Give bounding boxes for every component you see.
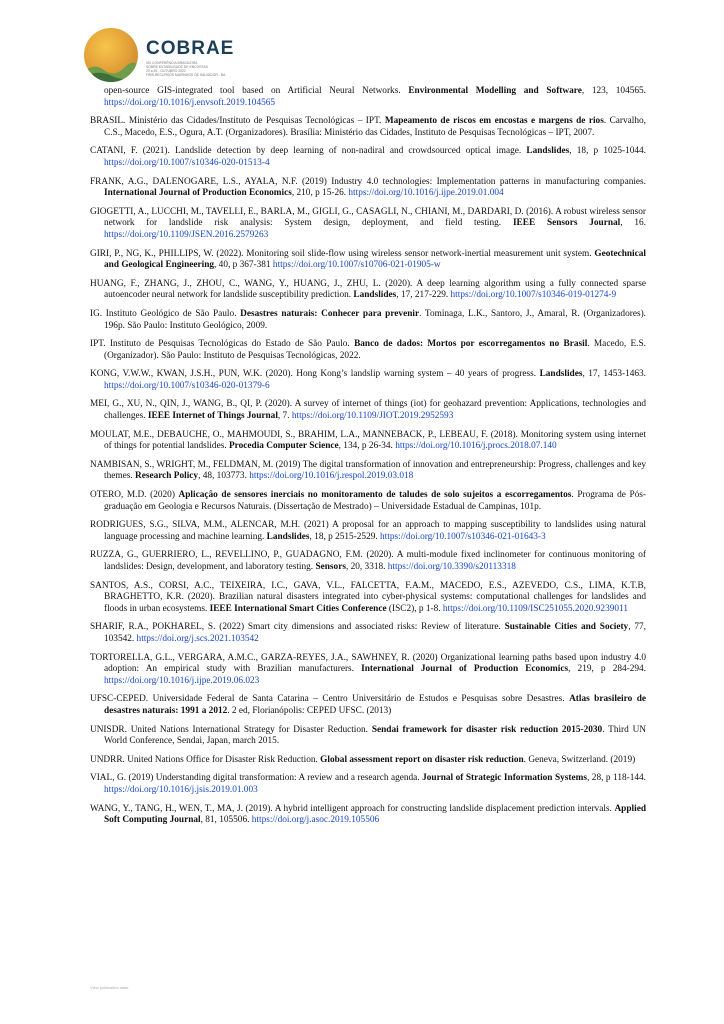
reference-text: , 17, 217-229.: [396, 290, 451, 301]
reference-text: , 7.: [277, 411, 292, 422]
reference-source-title: Applied Soft Computing Journal: [104, 803, 646, 826]
reference-entry: [90, 725, 646, 748]
reference-source-title: Environmental Modelling and Software: [408, 86, 582, 96]
doi-link[interactable]: https://doi.org/10.1007/s10706-021-01905-w: [272, 260, 441, 271]
reference-text: , 18, p 2515-2529.: [309, 531, 381, 542]
conference-venue: FIRB-RECURSOS MARINHOS DE SALVADOR - BA: [146, 73, 226, 77]
reference-text: . Tominaga, L.K., Santoro, J., Amaral, R. (Organizadores). 196p. São Paulo: Instituto Geológico, 2009.: [104, 308, 646, 331]
doi-link[interactable]: https://doi.org/10.1016/j.respol.2019.03.018: [249, 471, 414, 482]
reference-entry: [90, 773, 646, 796]
reference-text: (ISC2), p 1-8.: [386, 603, 443, 614]
reference-text: , 81, 105506.: [200, 815, 252, 826]
reference-entry: [90, 694, 646, 717]
reference-source-title: International Journal of Production Economics: [104, 188, 292, 199]
reference-entry: [90, 279, 646, 302]
reference-source-title: Aplicação de sensores inerciais no monitoramento de taludes de solo sujeitos a escorregamentos: [178, 490, 572, 501]
reference-text: RUZZA, G., GUERRIERO, L., REVELLINO, P., GUADAGNO, F.M. (2020). A multi-module fixed inclinometer for continuous monitoring of landslides: Design, development, and laboratory testing.: [90, 550, 646, 572]
reference-entry: [90, 653, 646, 688]
reference-text: , 210, p 15-26.: [291, 188, 349, 199]
conference-subtitle-line: SOBRE ESTABILIDADE DE ENCOSTAS: [146, 65, 208, 69]
reference-source-title: Research Policy: [134, 471, 199, 482]
reference-text: WANG, Y., TANG, H., WEN, T., MA, J. (2019). A hybrid intelligent approach for constructing landslide displacement prediction intervals.: [90, 803, 615, 814]
doi-link[interactable]: https://doi.org/10.1007/s10346-019-01274-9: [450, 290, 617, 301]
doi-link[interactable]: https://doi.org/10.1016/j.jsis.2019.01.003: [104, 784, 258, 795]
reference-source-title: Landslides: [266, 531, 310, 542]
reference-text: CATANI, F. (2021). Landslide detection by deep learning of non-nadiral and crowdsourced optical image.: [90, 146, 527, 157]
reference-text: KONG, V.W.W., KWAN, J.S.H., PUN, W.K. (2020). Hong Kong’s landslip warning system – 40 years of progress.: [90, 369, 540, 380]
reference-text: , 28, p 118-144.: [586, 773, 646, 784]
reference-text: GIOGETTI, A., LUCCHI, M., TAVELLI, E., BARLA, M., GIGLI, G., CASAGLI, N., CHIANI, M., DARDARI, D. (2016). A robust wireless sensor network for landslide risk analysis: System design, deployment, and field testing.: [90, 206, 646, 229]
reference-text: , 17, 1453-1463.: [582, 369, 647, 380]
reference-entry: [90, 86, 646, 109]
reference-text: , 18, p 1025-1044.: [569, 146, 646, 157]
reference-entry: [90, 520, 646, 543]
reference-list: [90, 86, 646, 834]
reference-text: BRASIL. Ministério das Cidades/Instituto de Pesquisas Tecnológicas – IPT.: [90, 116, 385, 127]
conference-header: [84, 28, 304, 82]
reference-source-title: Sensors: [315, 562, 346, 572]
reference-entry: [90, 550, 646, 573]
reference-entry: [90, 116, 646, 139]
reference-text: . Macedo, E.S. (Organizador). São Paulo: Instituto de Pesquisas Tecnológicas, 2022.: [104, 339, 646, 361]
doi-link[interactable]: https://doi.org/j.scs.2021.103542: [136, 633, 259, 644]
reference-source-title: Sustainable Cities and Society: [504, 622, 629, 633]
reference-source-title: Banco de dados: Mortos por escorregamentos no Brasil: [354, 339, 588, 350]
reference-source-title: Mapeamento de riscos em encostas e margens de rios: [384, 116, 604, 127]
reference-text: SANTOS, A.S., CORSI, A.C., TEIXEIRA, I.C., GAVA, V.L., FALCETTA, F.A.M., MACEDO, E.S., AZEVEDO, C.S., LIMA, K.T.B, BRAGHETTO, K.R. (2020). Brazilian natural disasters integrated into cyber-physical systems: computational challenges for landslides and floods in urban ecosystems.: [90, 580, 646, 614]
reference-text: FRANK, A.G., DALENOGARE, L.S., AYALA, N.F. (2019) Industry 4.0 technologies: Implementation patterns in manufacturing companies.: [90, 176, 646, 187]
reference-text: SHARIF, R.A., POKHAREL, S. (2022) Smart city dimensions and associated risks: Review of literature.: [90, 622, 505, 633]
doi-link[interactable]: https://doi.org/10.1007/s10346-021-01643-3: [380, 531, 546, 542]
reference-entry: [90, 309, 646, 332]
doi-link[interactable]: https://doi.org/10.1109/ISC251055.2020.9239011: [442, 603, 628, 614]
page-footer[interactable]: View publication stats: [90, 985, 129, 990]
reference-text: . Third UN World Conference, Sendai, Japan, march 2015.: [104, 724, 647, 747]
reference-text: TORTORELLA, G.L., VERGARA, A.M.C., GARZA-REYES, J.A., SAWHNEY, R. (2020) Organizational learning paths based upon industry 4.0 adoption: An empirical study with Brazilian manufacturers.: [90, 652, 646, 675]
reference-source-title: Landslides: [526, 146, 570, 157]
reference-text: UFSC-CEPED. Universidade Federal de Santa Catarina – Centro Universitário de Estudos e Pesquisas sobre Desastres.: [90, 694, 570, 705]
doi-link[interactable]: https://doi.org/10.1007/s10346-020-01379-6: [104, 380, 270, 391]
reference-entry: [90, 399, 646, 422]
reference-text: UNISDR. United Nations International Strategy for Disaster Reduction.: [90, 724, 372, 735]
reference-entry: [90, 581, 646, 616]
reference-text: , 77, 103542.: [104, 622, 646, 644]
reference-text: , 16.: [620, 218, 646, 229]
reference-text: . Carvalho, C.S., Macedo, E.S., Ogura, A.T. (Organizadores). Brasília: Ministério das Cidades, Instituto de Pesquisas Tecnológicas – IPT, 2007.: [104, 116, 646, 138]
reference-entry: [90, 177, 646, 200]
landscape-hills-icon: [84, 58, 138, 82]
reference-source-title: Journal of Strategic Information Systems: [422, 773, 587, 784]
reference-source-title: International Journal of Production Economics: [361, 664, 569, 675]
reference-text: GIRI, P., NG, K., PHILLIPS, W. (2022). Monitoring soil slide-flow using wireless sensor network-inertial measurement unit system.: [90, 248, 595, 259]
reference-text: open-source GIS-integrated tool based on Artificial Neural Networks.: [104, 86, 409, 96]
doi-link[interactable]: https://doi.org/j.asoc.2019.105506: [251, 815, 380, 826]
reference-source-title: Landslides: [539, 369, 583, 380]
reference-source-title: Global assessment report on disaster risk reduction: [320, 754, 524, 765]
reference-entry: [90, 369, 646, 392]
reference-source-title: Desastres naturais: Conhecer para prevenir: [240, 308, 420, 319]
reference-text: , 219, p 284-294.: [568, 664, 646, 675]
doi-link[interactable]: https://doi.org/10.1109/JSEN.2016.2579263: [104, 229, 269, 240]
reference-entry: [90, 622, 646, 645]
reference-text: OTERO, M.D. (2020): [90, 490, 179, 501]
reference-text: RODRIGUES, S.G., SILVA, M.M., ALENCAR, M.H. (2021) A proposal for an approach to mapping susceptibility to landslides using natural language processing and machine learning.: [90, 520, 646, 542]
conference-brand: COBRAE: [146, 38, 235, 59]
conference-dates: 23 a 25 - OUTUBRO 2022: [146, 69, 186, 73]
reference-text: , 20, 3318.: [345, 562, 388, 572]
reference-entry: [90, 490, 646, 513]
reference-source-title: IEEE Sensors Journal: [512, 218, 621, 229]
doi-link[interactable]: https://doi.org/10.1109/JIOT.2019.2952593: [291, 411, 454, 422]
reference-source-title: Procedia Computer Science: [228, 441, 339, 452]
reference-text: MEI, G., XU, N., QIN, J., WANG, B., QI, P. (2020). A survey of internet of things (iot) for geohazard prevention: Applications, technologies and challenges.: [90, 399, 646, 422]
doi-link[interactable]: https://doi.org/10.1016/j.ijpe.2019.01.004: [348, 188, 504, 199]
reference-text: UNDRR. United Nations Office for Disaster Risk Reduction.: [90, 754, 321, 765]
reference-text: IG. Instituto Geológico de São Paulo.: [90, 308, 241, 319]
conference-subtitle-line: VIII CONFERÊNCIA BRASILEIRA: [146, 61, 198, 65]
reference-source-title: Geotechnical and Geological Engineering: [104, 248, 646, 271]
reference-text: MOULAT, M.E., DEBAUCHE, O., MAHMOUDI, S., BRAHIM, L.A., MANNEBACK, P., LEBEAU, F. (2018). Monitoring system using internet of things for potential landslides.: [90, 429, 646, 452]
reference-text: . Programa de Pós-graduação em Geologia e Recursos Naturais. (Dissertação de Mestrado) – Universidade Estadual de Campinas, 101p.: [104, 490, 647, 512]
reference-source-title: IEEE International Smart Cities Conference: [209, 603, 387, 614]
reference-text: NAMBISAN, S., WRIGHT, M., FELDMAN, M. (2019) The digital transformation of innovation and entrepreneurship: Progress, challenges and key themes.: [90, 459, 646, 482]
doi-link[interactable]: https://doi.org/10.1016/j.procs.2018.07.140: [395, 441, 557, 452]
reference-source-title: Sendai framework for disaster risk reduction 2015-2030: [371, 724, 603, 735]
reference-entry: [90, 249, 646, 272]
reference-entry: [90, 460, 646, 483]
conference-logo-icon: [84, 28, 138, 82]
reference-text: , 134, p 26-34.: [338, 441, 396, 452]
doi-link[interactable]: https://doi.org/10.1007/s10346-020-01513-4: [104, 157, 270, 168]
reference-entry: [90, 339, 646, 362]
reference-text: VIAL, G. (2019) Understanding digital transformation: A review and a research agenda.: [90, 773, 423, 784]
reference-entry: [90, 430, 646, 453]
reference-text: . Geneva, Switzerland. (2019): [523, 754, 636, 765]
reference-source-title: Atlas brasileiro de desastres naturais: 1991 a 2012: [104, 694, 646, 716]
doi-link[interactable]: https://doi.org/10.3390/s20113318: [387, 562, 516, 572]
doi-link[interactable]: https://doi.org/10.1016/j.envsoft.2019.104565: [104, 97, 276, 108]
reference-text: , 40, p 367-381: [214, 260, 273, 271]
reference-entry: [90, 207, 646, 242]
reference-source-title: Landslides: [353, 290, 397, 301]
reference-entry: [90, 804, 646, 827]
reference-entry: [90, 146, 646, 169]
reference-entry: [90, 755, 646, 767]
reference-text: . 2 ed, Florianópolis: CEPED UFSC. (2013): [227, 705, 392, 716]
reference-text: HUANG, F., ZHANG, J., ZHOU, C., WANG, Y., HUANG, J., ZHU, L. (2020). A deep learning algorithm using a fully connected sparse autoencoder neural network for landslide susceptibility prediction.: [90, 278, 646, 301]
doi-link[interactable]: https://doi.org/10.1016/j.ijpe.2019.06.023: [104, 675, 260, 686]
reference-source-title: IEEE Internet of Things Journal: [147, 411, 278, 422]
reference-text: IPT. Instituto de Pesquisas Tecnológicas do Estado de São Paulo.: [90, 339, 355, 350]
reference-text: , 48, 103773.: [198, 471, 250, 482]
reference-text: , 123, 104565.: [581, 86, 646, 96]
